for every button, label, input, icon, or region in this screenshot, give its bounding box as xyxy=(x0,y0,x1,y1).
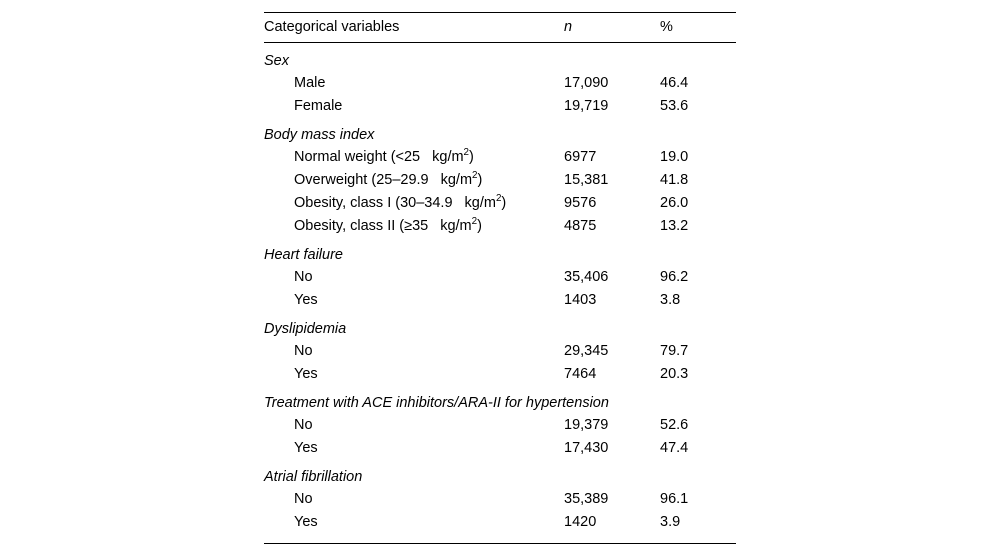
table-row xyxy=(264,94,736,117)
group-label: Sex xyxy=(264,53,289,69)
group-label: Body mass index xyxy=(264,127,375,143)
row-label: Yes xyxy=(294,514,318,530)
row-n: 6977 xyxy=(564,149,597,165)
row-label-post: ) xyxy=(469,149,474,165)
row-percent: 41.8 xyxy=(660,172,689,188)
row-label xyxy=(264,145,564,168)
row-label-unit: kg/m xyxy=(432,149,464,165)
row-label: Female xyxy=(294,98,343,114)
row-percent: 46.4 xyxy=(660,75,689,91)
table-row xyxy=(264,510,736,533)
row-label-exponent: 2 xyxy=(472,170,478,182)
row-label-unit: kg/m xyxy=(440,172,473,188)
group-row-ace-treatment xyxy=(264,385,736,413)
table-row xyxy=(264,214,736,237)
row-n: 35,406 xyxy=(564,269,609,285)
row-n: 1420 xyxy=(564,514,597,530)
row-percent: 26.0 xyxy=(660,195,689,211)
table-row xyxy=(264,145,736,168)
categorical-variables-table xyxy=(264,12,736,544)
row-n: 35,389 xyxy=(564,491,609,507)
table-row xyxy=(264,288,736,311)
group-label: Atrial fibrillation xyxy=(264,469,363,485)
row-n: 9576 xyxy=(564,195,597,211)
table-row xyxy=(264,168,736,191)
table-row xyxy=(264,339,736,362)
table-row xyxy=(264,436,736,459)
group-label: Dyslipidemia xyxy=(264,321,347,337)
row-label-exponent: 2 xyxy=(471,216,478,228)
row-percent: 96.2 xyxy=(660,269,689,285)
row-label: No xyxy=(294,269,313,285)
group-label: Treatment with ACE inhibitors/ARA-II for hypertension xyxy=(264,395,609,411)
column-header-variable: Categorical variables xyxy=(264,13,564,43)
table-row xyxy=(264,191,736,214)
row-label-post: ) xyxy=(477,218,482,234)
row-percent: 20.3 xyxy=(660,366,689,382)
table-bottom-rule xyxy=(264,533,736,544)
row-label: No xyxy=(294,491,313,507)
table-header-row xyxy=(264,13,736,43)
group-label: Heart failure xyxy=(264,247,343,263)
table-row xyxy=(264,71,736,94)
row-label-pre: Obesity, class II (≥35 xyxy=(294,218,429,234)
row-n: 15,381 xyxy=(564,172,609,188)
row-n: 1403 xyxy=(564,292,597,308)
row-n: 29,345 xyxy=(564,343,609,359)
row-label-post: ) xyxy=(501,195,507,211)
row-label-pre: Overweight (25–29.9 xyxy=(294,172,429,188)
row-n: 17,090 xyxy=(564,75,609,91)
row-label-unit: kg/m xyxy=(464,195,496,211)
table-row xyxy=(264,265,736,288)
row-percent: 19.0 xyxy=(660,149,689,165)
row-percent: 53.6 xyxy=(660,98,689,114)
row-label: Yes xyxy=(294,366,318,382)
row-n: 19,719 xyxy=(564,98,609,114)
row-label-pre: Normal weight (<25 xyxy=(294,149,421,165)
group-row-sex xyxy=(264,43,736,72)
statistics-table-container xyxy=(264,12,736,544)
table-row xyxy=(264,413,736,436)
row-percent: 13.2 xyxy=(660,218,689,234)
row-label: Male xyxy=(294,75,326,91)
row-n: 4875 xyxy=(564,218,597,234)
row-percent: 96.1 xyxy=(660,491,689,507)
group-row-atrial-fibrillation xyxy=(264,459,736,487)
row-label xyxy=(264,168,564,191)
row-n: 19,379 xyxy=(564,417,609,433)
column-header-n: n xyxy=(564,13,660,43)
group-row-dyslipidemia xyxy=(264,311,736,339)
group-row-body-mass-index xyxy=(264,117,736,145)
row-percent: 3.8 xyxy=(660,292,681,308)
group-row-heart-failure xyxy=(264,237,736,265)
table-row xyxy=(264,362,736,385)
row-percent: 3.9 xyxy=(660,514,681,530)
row-label-pre: Obesity, class I (30–34.9 xyxy=(294,195,453,211)
row-label: No xyxy=(294,417,313,433)
row-label-exponent: 2 xyxy=(463,147,470,159)
row-label xyxy=(264,214,564,237)
row-n: 17,430 xyxy=(564,440,609,456)
row-label: Yes xyxy=(294,292,318,308)
table-body xyxy=(264,13,736,544)
column-header-percent: % xyxy=(660,13,736,43)
row-label xyxy=(264,191,564,214)
row-label: Yes xyxy=(294,440,318,456)
row-percent: 79.7 xyxy=(660,343,689,359)
row-label-post: ) xyxy=(477,172,483,188)
table-row xyxy=(264,487,736,510)
row-percent: 52.6 xyxy=(660,417,689,433)
row-label: No xyxy=(294,343,313,359)
row-label-unit: kg/m xyxy=(440,218,472,234)
row-label-exponent: 2 xyxy=(495,193,502,205)
row-n: 7464 xyxy=(564,366,597,382)
row-percent: 47.4 xyxy=(660,440,689,456)
